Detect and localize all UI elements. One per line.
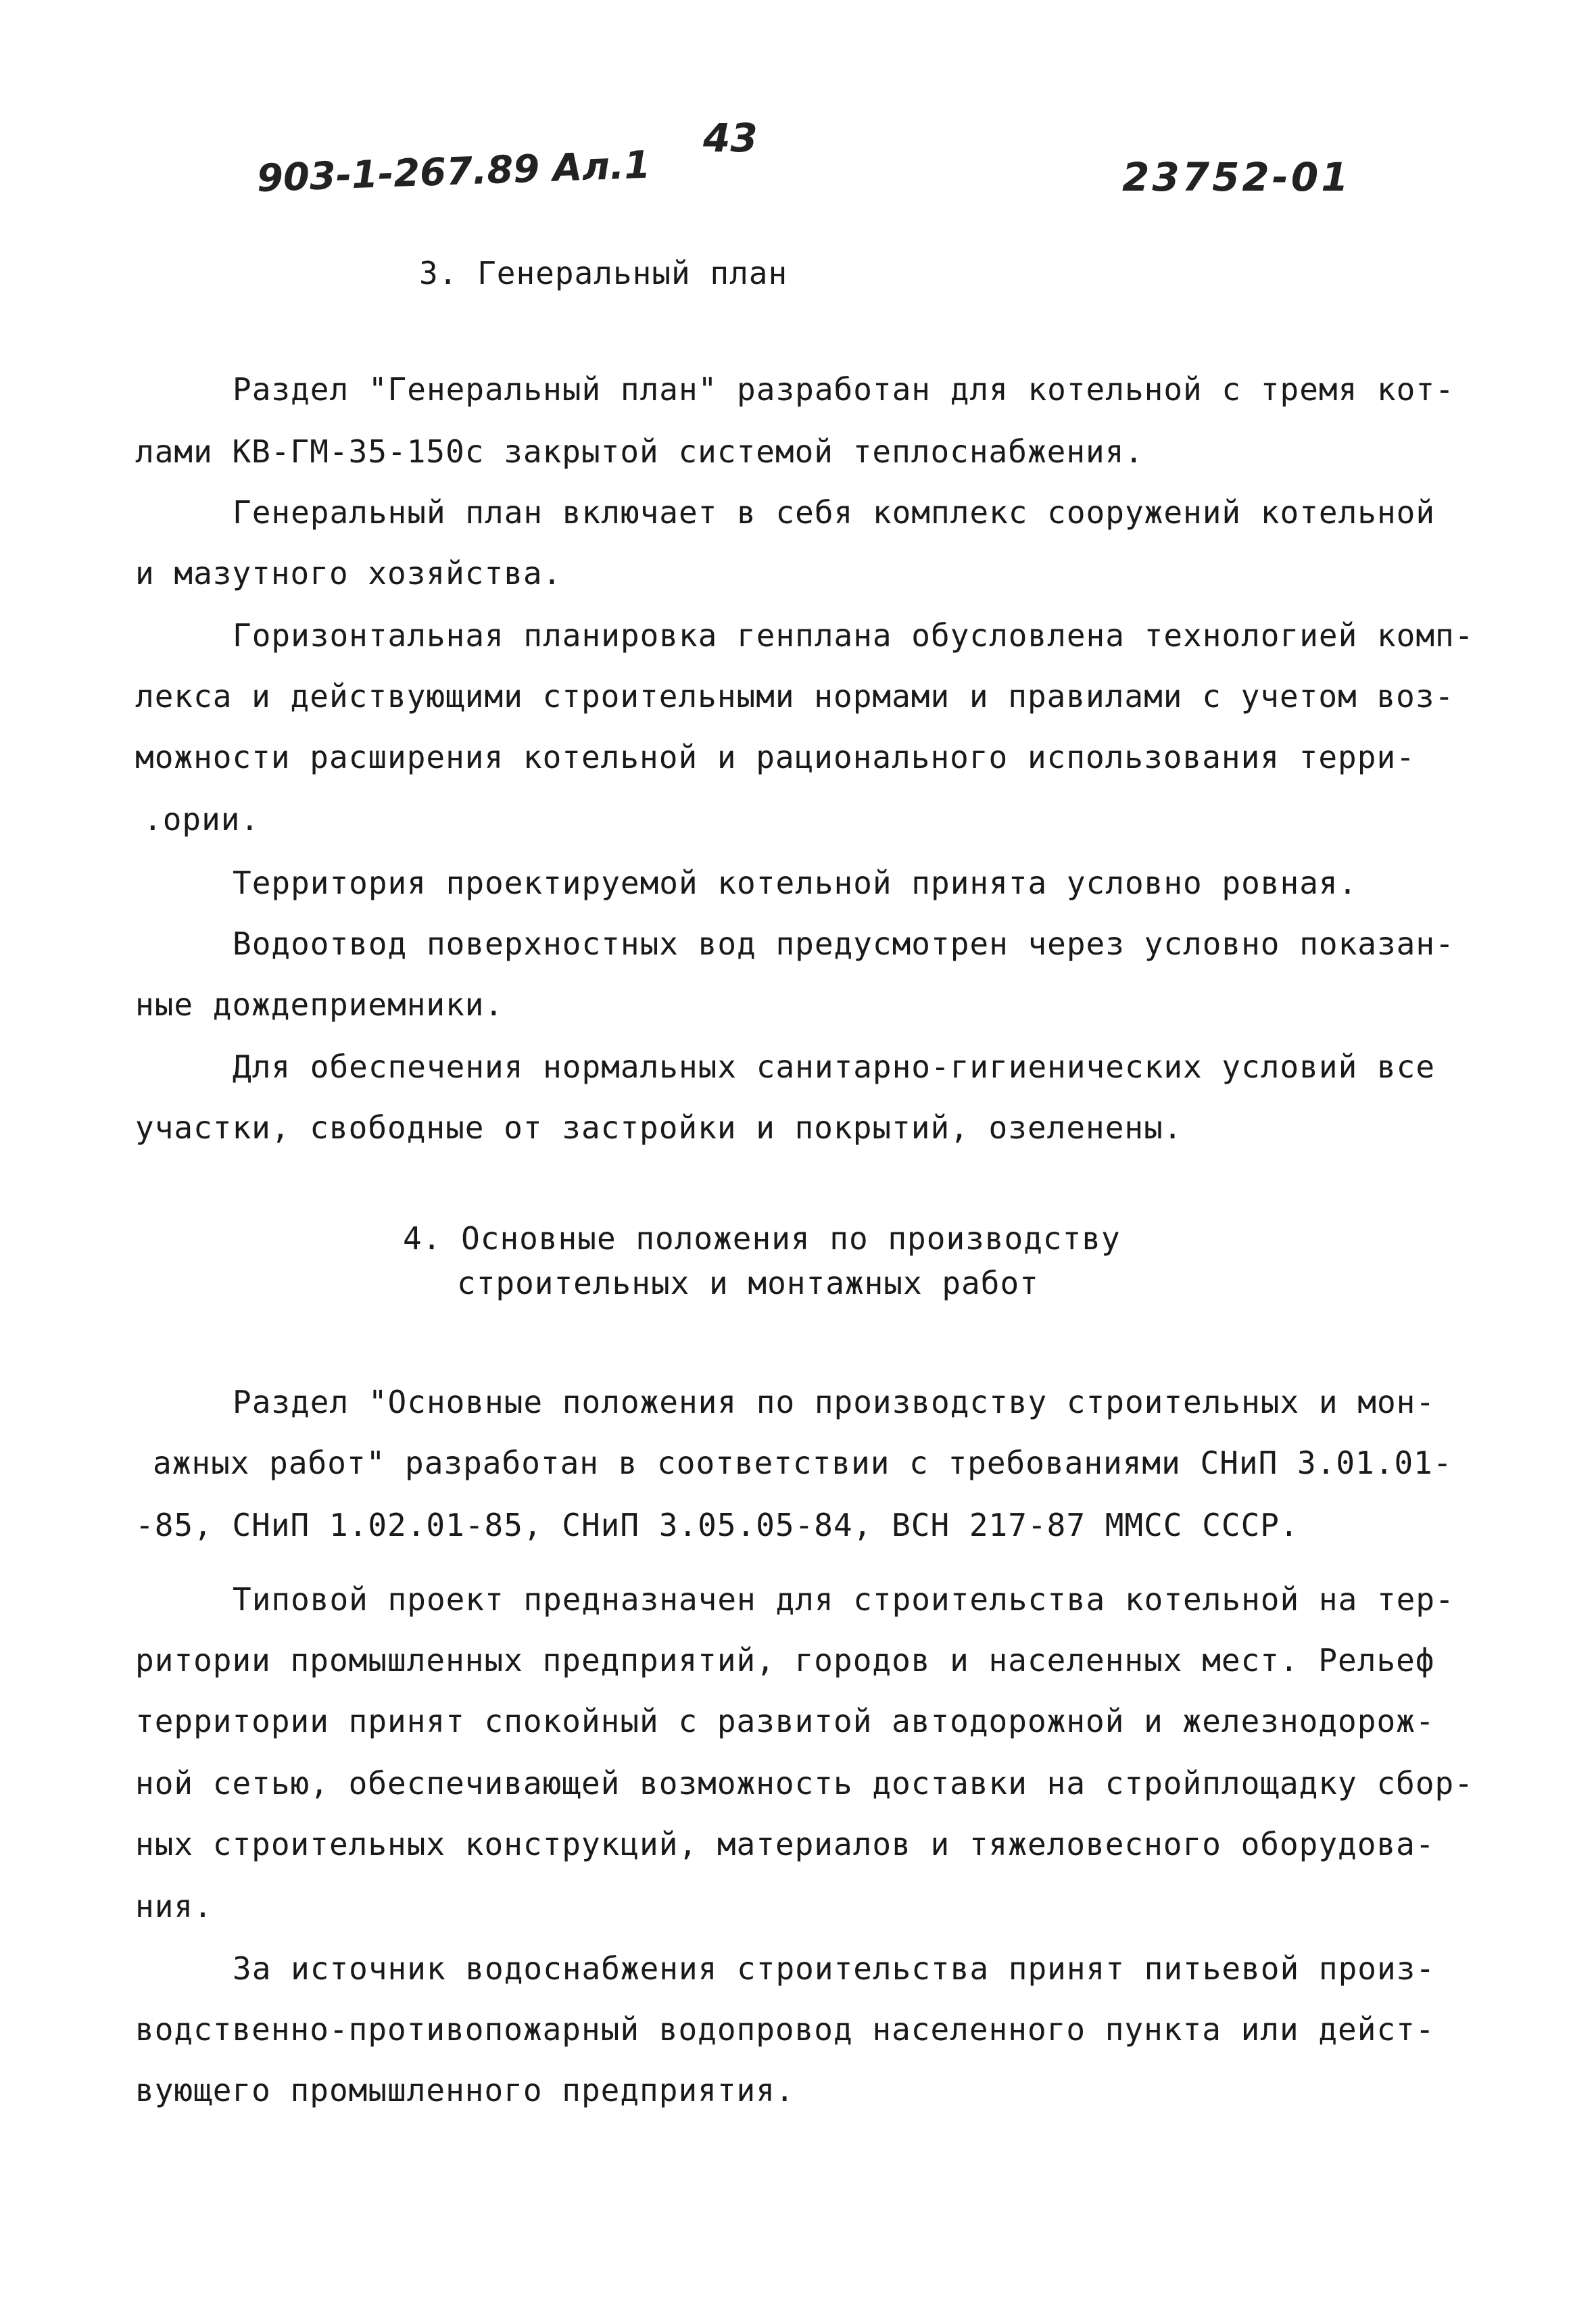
section-4-line: -85, СНиП 1.02.01-85, СНиП 3.05.05-84, ВСН 217-87 ММСС СССР. xyxy=(135,1507,1299,1543)
section-3-line: Для обеспечения нормальных санитарно-гигиенических условий все xyxy=(233,1048,1436,1085)
section-4-line: ной сетью, обеспечивающей возможность доставки на стройплощадку сбор- xyxy=(135,1765,1474,1802)
section-3-line: лами КВ-ГМ-35-150с закрытой системой теплоснабжения. xyxy=(135,433,1144,470)
document-reference: 903-1-267.89 Ал.1 xyxy=(256,143,652,201)
section-4-line: территории принят спокойный с развитой автодорожной и железнодорож- xyxy=(135,1703,1435,1739)
section-3-line: Раздел "Генеральный план" разработан для котельной с тремя кот- xyxy=(233,371,1455,408)
page-number: 43 xyxy=(703,115,758,161)
section-4-line: вующего промышленного предприятия. xyxy=(135,2072,795,2108)
section-4-line: ния. xyxy=(135,1888,213,1925)
section-3-line: Водоотвод поверхностных вод предусмотрен через условно показан- xyxy=(233,925,1455,962)
section-3-line: Горизонтальная планировка генплана обусловлена технологией комп- xyxy=(233,617,1474,654)
section-4-line: Раздел "Основные положения по производству строительных и мон- xyxy=(233,1384,1436,1420)
section-3-heading: 3. Генеральный план xyxy=(419,255,788,291)
section-4-line: Типовой проект предназначен для строительства котельной на тер- xyxy=(233,1581,1455,1618)
section-3-line: ные дождеприемники. xyxy=(135,986,504,1023)
section-3-line: и мазутного хозяйства. xyxy=(135,555,562,592)
section-4-line: ритории промышленных предприятий, городов и населенных мест. Рельеф xyxy=(135,1642,1435,1679)
section-4-line: ных строительных конструкций, материалов и тяжеловесного оборудова- xyxy=(135,1826,1435,1862)
section-4-line: ажных работ" разработан в соответствии с требованиями СНиП 3.01.01- xyxy=(153,1445,1453,1481)
section-3-line: .ории. xyxy=(143,801,260,838)
section-3-line: Территория проектируемой котельной принята условно ровная. xyxy=(233,865,1358,901)
section-4-line: водственно-противопожарный водопровод населенного пункта или дейст- xyxy=(135,2011,1435,2048)
section-3-line: лекса и действующими строительными нормами и правилами с учетом воз- xyxy=(135,678,1455,715)
section-4-line: За источник водоснабжения строительства принят питьевой произ- xyxy=(233,1950,1436,1987)
document-id: 23752-01 xyxy=(1122,154,1351,200)
section-4-heading-line-1: 4. Основные положения по производству xyxy=(403,1220,1121,1257)
section-3-line: участки, свободные от застройки и покрытий, озеленены. xyxy=(135,1109,1183,1146)
section-3-line: Генеральный план включает в себя комплекс сооружений котельной xyxy=(233,494,1436,531)
section-4-heading-line-2: строительных и монтажных работ xyxy=(457,1265,1039,1301)
section-3-line: можности расширения котельной и рационального использования терри- xyxy=(135,739,1416,775)
